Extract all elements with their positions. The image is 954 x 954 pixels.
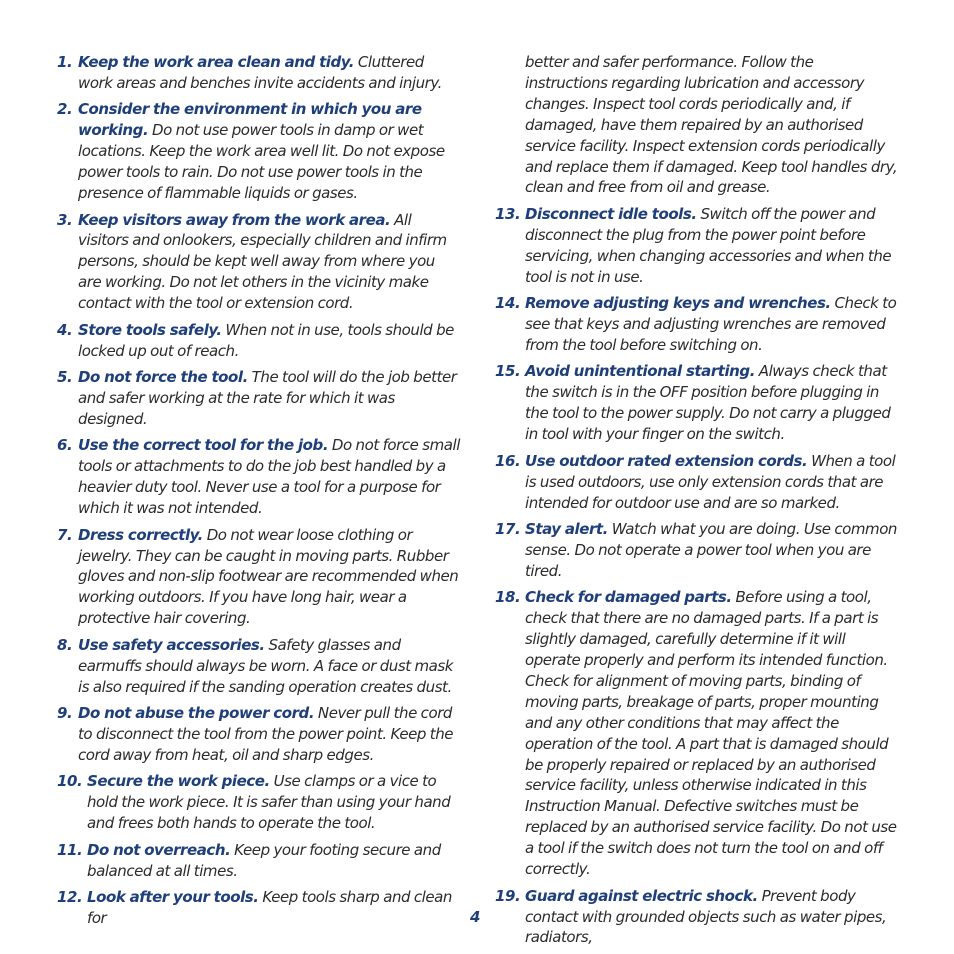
item-number: 2. <box>57 100 73 119</box>
item-number: 8. <box>57 635 73 654</box>
item-heading: Use the correct tool for the job. <box>78 436 329 455</box>
item-heading: Guard against electric shock. <box>525 886 758 905</box>
item-text: Do not wear loose clothing or jewelry. They can be caught in moving parts. Rubber gloves and non-slip footwear are recommended when working outdoors. If you have long hair, wear a protective hair covering. <box>78 525 459 628</box>
item-heading: Dress correctly. <box>78 525 203 544</box>
safety-item <box>495 204 898 288</box>
item-heading: Use safety accessories. <box>78 635 265 654</box>
item-text: All visitors and onlookers, especially children and infirm persons, should be kept well away from where you are working. Do not let others in the vicinity make contact with the tool or extension cord. <box>78 210 447 313</box>
item-number: 9. <box>57 704 73 723</box>
item-heading: Disconnect idle tools. <box>525 204 697 223</box>
item-heading: Check for damaged parts. <box>525 588 732 607</box>
item-heading: Do not abuse the power cord. <box>78 704 315 723</box>
item-heading: Store tools safely. <box>78 320 222 339</box>
item-text: The tool will do the job better and safer working at the rate for which it was designed. <box>78 368 457 428</box>
item-text: Keep your footing secure and balanced at all times. <box>87 840 441 880</box>
safety-item <box>57 367 460 430</box>
item-text: When not in use, tools should be locked up out of reach. <box>78 320 454 360</box>
safety-item <box>495 361 898 445</box>
item-text: Before using a tool, check that there are no damaged parts. If a part is slightly damaged, carefully determine if it will operate properly and perform its intended function. Check for alignment of moving parts, binding of moving parts, breakage of parts, proper mounting and any other conditions that may affect the operation of the tool. A part that is damaged should be properly repaired or replaced by an authorised service facility, unless otherwise indicated in this Instruction Manual. Defective switches must be replaced by an authorised service facility. Do not use a tool if the switch does not turn the tool on and off correctly. <box>525 588 897 879</box>
safety-item <box>495 886 898 949</box>
item-heading: Use outdoor rated extension cords. <box>525 451 808 470</box>
item-text: Always check that the switch is in the OFF position before plugging in the tool to the power supply. Do not carry a plugged in tool with your finger on the switch. <box>525 362 891 444</box>
safety-item <box>57 525 460 630</box>
right-column <box>495 52 898 954</box>
item-heading: Keep the work area clean and tidy. <box>78 53 354 71</box>
safety-item <box>57 320 460 362</box>
safety-item <box>57 210 460 315</box>
item-text: Cluttered work areas and benches invite accidents and injury. <box>78 53 442 92</box>
item-number: 11. <box>57 840 83 859</box>
left-column <box>57 52 460 934</box>
item-heading: Consider the environment in which you are working. <box>78 100 422 140</box>
item-text: Check to see that keys and adjusting wrenches are removed from the tool before switching on. <box>525 294 897 354</box>
safety-item <box>57 840 460 882</box>
item-text: Watch what you are doing. Use common sense. Do not operate a power tool when you are tired. <box>525 520 897 580</box>
item-number: 4. <box>57 320 73 339</box>
safety-item <box>57 435 460 519</box>
item-text: Keep tools sharp and clean for <box>87 888 452 927</box>
item-number: 15. <box>495 362 521 381</box>
page-number: 4 <box>470 908 481 926</box>
safety-item <box>495 519 898 582</box>
item-number: 18. <box>495 588 521 607</box>
item-number: 19. <box>495 886 521 905</box>
safety-item <box>57 703 460 766</box>
item-number: 5. <box>57 368 73 387</box>
safety-item <box>495 293 898 356</box>
item-number: 3. <box>57 210 73 229</box>
item-number: 17. <box>495 520 521 538</box>
item-text: Switch off the power and disconnect the plug from the power point before servicing, when changing accessories and when the tool is not in use. <box>525 204 892 286</box>
item-number: 14. <box>495 294 521 313</box>
safety-item <box>495 451 898 514</box>
item-text: Never pull the cord to disconnect the tool from the power point. Keep the cord away from heat, oil and sharp edges. <box>78 704 454 764</box>
safety-item <box>57 99 460 204</box>
item-heading: Do not force the tool. <box>78 368 248 387</box>
item-number: 7. <box>57 525 73 544</box>
safety-item <box>495 587 898 880</box>
item-text: Do not force small tools or attachments to do the job best handled by a heavier duty tool. Never use a tool for a purpose for which it was not intended. <box>78 436 460 518</box>
item-text: Prevent body contact with grounded objects such as water pipes, radiators, <box>525 886 887 947</box>
item-number: 10. <box>57 772 83 791</box>
safety-item <box>57 771 460 834</box>
item-number: 16. <box>495 451 521 470</box>
item-heading: Do not overreach. <box>87 840 231 859</box>
item-number: 12. <box>57 888 83 907</box>
item-text: Do not use power tools in damp or wet locations. Keep the work area well lit. Do not expose power tools to rain. Do not use power tools in the presence of flammable liquids or gases. <box>78 121 445 203</box>
safety-item <box>57 635 460 698</box>
continued-text: better and safer performance. Follow the instructions regarding lubrication and accessory changes. Inspect tool cords periodically and, if damaged, have them repaired by an authorised service facility. Inspect extension cords periodically and replace them if damaged. Keep tool handles dry, clean and free from oil and grease. <box>525 53 898 197</box>
safety-item <box>57 887 460 929</box>
item-heading: Keep visitors away from the work area. <box>78 210 391 229</box>
item-text: Use clamps or a vice to hold the work piece. It is safer than using your hand and frees both hands to operate the tool. <box>87 772 451 833</box>
safety-item <box>57 52 460 94</box>
item-number: 1. <box>57 53 73 71</box>
item-heading: Stay alert. <box>525 520 608 538</box>
item-number: 6. <box>57 436 73 455</box>
item-heading: Remove adjusting keys and wrenches. <box>525 294 831 313</box>
item-heading: Look after your tools. <box>87 888 259 907</box>
item-text: When a tool is used outdoors, use only extension cords that are intended for outdoor use and are so marked. <box>525 451 896 512</box>
item-heading: Avoid unintentional starting. <box>525 362 755 381</box>
item-number: 13. <box>495 204 521 223</box>
item-heading: Secure the work piece. <box>87 772 270 791</box>
item-text: Safety glasses and earmuffs should always be worn. A face or dust mask is also required if the sanding operation creates dust. <box>78 635 453 696</box>
